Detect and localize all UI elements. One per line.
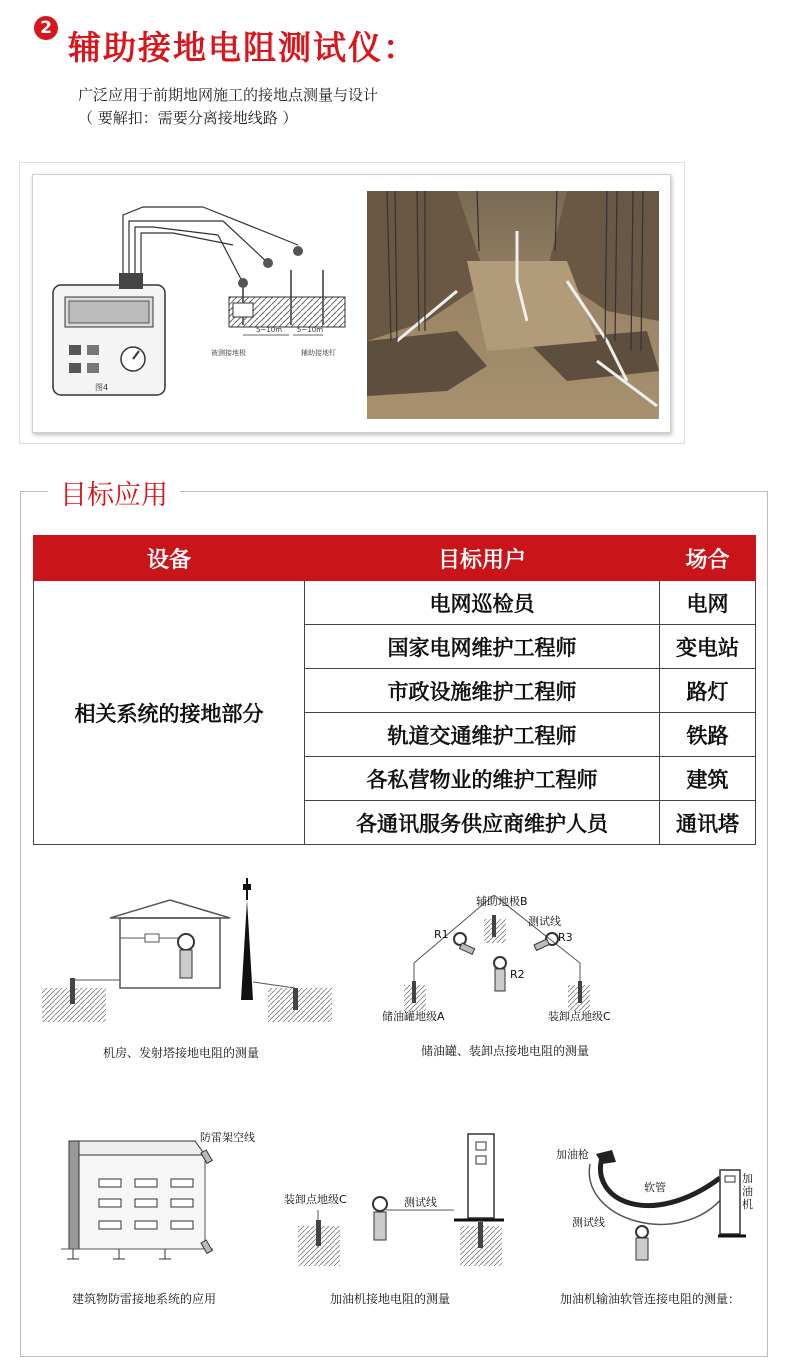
diagram-3-caption: 建筑物防雷接地系统的应用	[72, 1292, 217, 1306]
user-cell: 电网巡检员	[305, 581, 660, 625]
header-equipment: 设备	[34, 536, 305, 581]
label-fuel-gun: 加油枪	[556, 1148, 589, 1161]
label-test-line-2: 测试线	[528, 915, 561, 928]
label-test-line-5: 测试线	[572, 1216, 605, 1229]
application-table	[33, 535, 756, 845]
user-cell: 轨道交通维护工程师	[305, 713, 660, 757]
label-r2: R2	[510, 968, 525, 981]
label-dispenser: 加油机	[742, 1172, 753, 1211]
subtitle-line-2: （ 要解扣：需要分离接地线路 ）	[78, 109, 298, 127]
note-ground-electrode: 被测接地极	[211, 349, 246, 357]
photo-frame	[32, 174, 671, 433]
place-cell: 电网	[660, 581, 756, 625]
place-cell: 路灯	[660, 669, 756, 713]
diagram-oil-tank-loading	[400, 895, 640, 1015]
label-oil-tank-a: 储油罐地级A	[382, 1010, 445, 1023]
label-lightning-wire: 防雷架空线	[200, 1131, 255, 1144]
label-hose: 软管	[644, 1181, 666, 1194]
distance-label-2: 5~10m	[297, 326, 324, 334]
label-loading-point-c-2: 装卸点地级C	[284, 1193, 347, 1206]
header-target-user: 目标用户	[305, 536, 660, 581]
place-cell: 建筑	[660, 757, 756, 801]
user-cell: 各私营物业的维护工程师	[305, 757, 660, 801]
diagram-building-lightning	[55, 1125, 215, 1275]
diagram-2-caption: 储油罐、装卸点接地电阻的测量	[421, 1044, 590, 1058]
step-number-badge: 2	[34, 16, 58, 40]
place-cell: 铁路	[660, 713, 756, 757]
distance-label-1: 5~10m	[256, 326, 283, 334]
header-place: 场合	[660, 536, 756, 581]
page-title: 辅助接地电阻测试仪：	[68, 28, 418, 67]
user-cell: 国家电网维护工程师	[305, 625, 660, 669]
diagram-machine-room-tower	[40, 870, 340, 1030]
place-cell: 通讯塔	[660, 801, 756, 845]
diagram-5-caption: 加油机输油软管连接电阻的测量：	[560, 1292, 741, 1306]
place-cell: 变电站	[660, 625, 756, 669]
label-loading-point-c: 装卸点地级C	[548, 1010, 611, 1023]
subtitle-line-1: 广泛应用于前期地网施工的接地点测量与设计	[78, 86, 379, 104]
photo-panel	[19, 162, 685, 444]
label-r1: R1	[434, 928, 449, 941]
equipment-cell: 相关系统的接地部分	[34, 581, 305, 845]
section-title: 目标应用	[48, 473, 180, 512]
label-test-line-4: 测试线	[404, 1196, 437, 1209]
diagram-4-caption: 加油机接地电阻的测量	[330, 1292, 451, 1306]
user-cell: 市政设施维护工程师	[305, 669, 660, 713]
construction-site-photo	[367, 191, 659, 419]
tester-wiring-diagram	[43, 185, 363, 415]
label-r3: R3	[558, 931, 573, 944]
table-row	[34, 581, 756, 625]
note-auxiliary-spike: 辅助接地钉	[301, 349, 336, 357]
label-auxiliary-electrode-b: 辅助地极B	[476, 895, 528, 908]
diagram-fuel-hose	[560, 1140, 760, 1270]
diagram-1-caption: 机房、发射塔接地电阻的测量	[103, 1046, 260, 1060]
diagram-caption: 图4	[95, 383, 109, 392]
user-cell: 各通讯服务供应商维护人员	[305, 801, 660, 845]
